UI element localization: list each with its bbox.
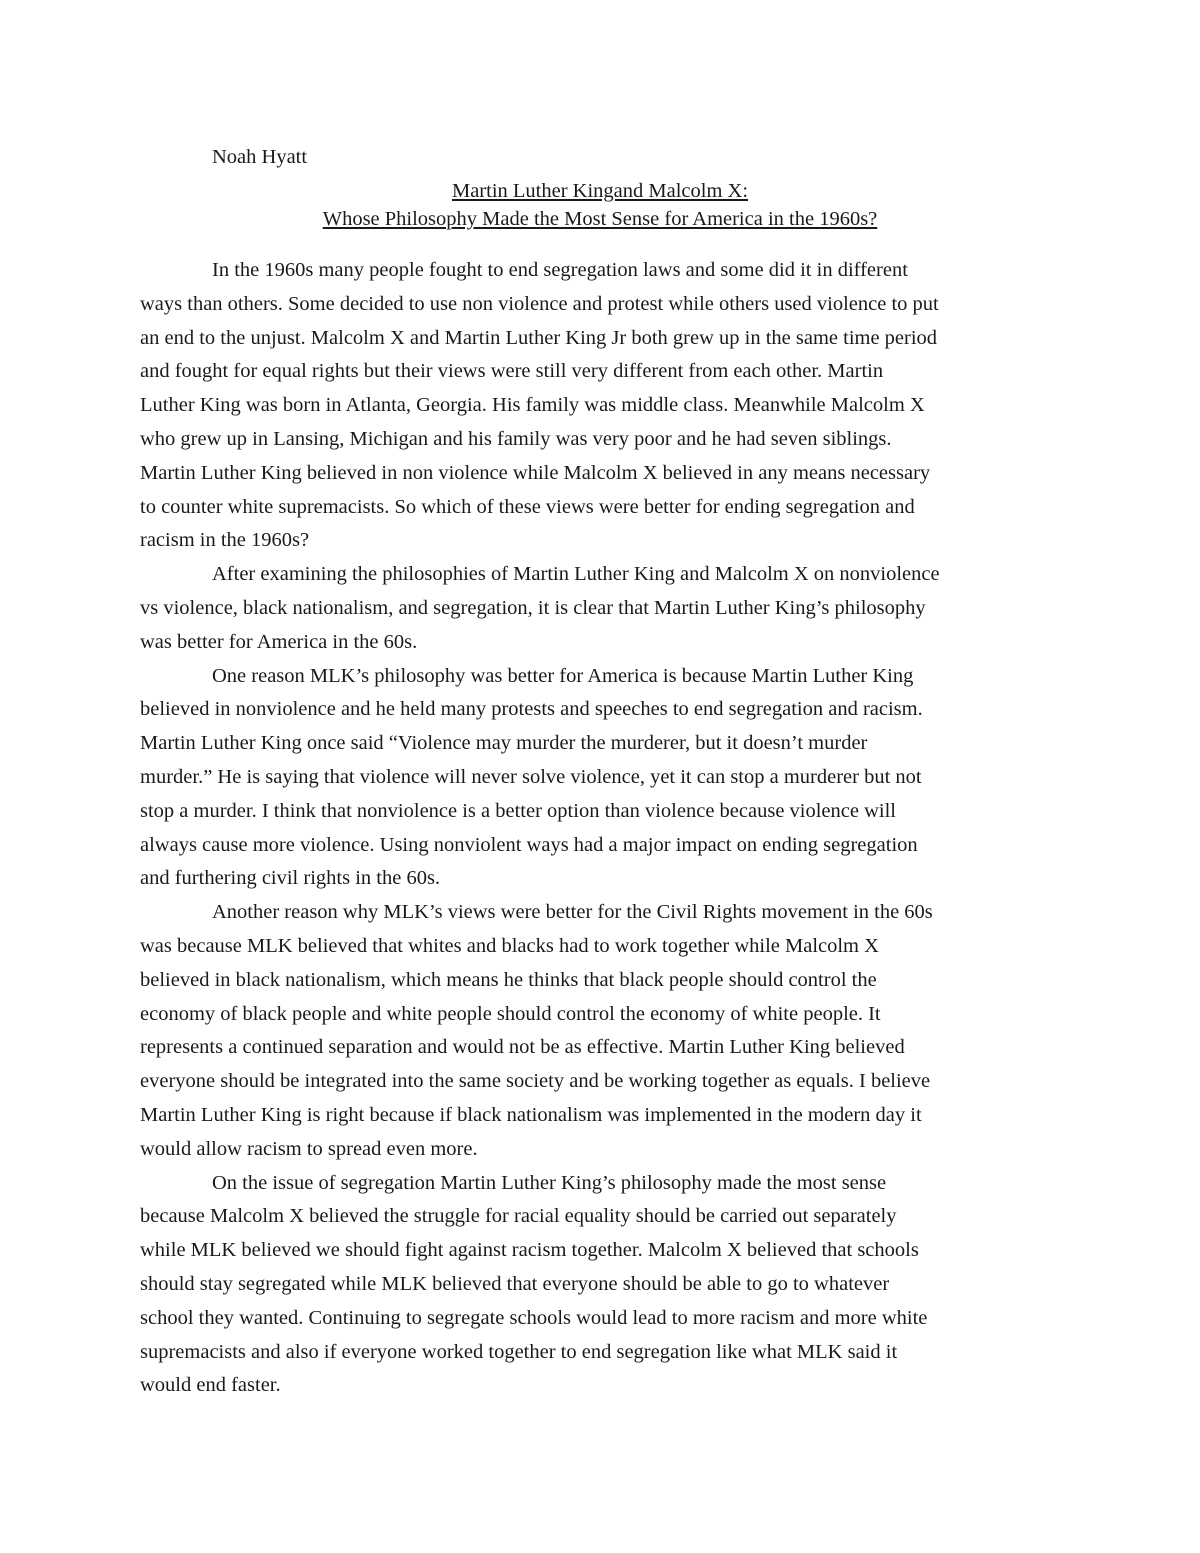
paragraph-line: would allow racism to spread even more.	[140, 1137, 478, 1160]
paragraph-line: while MLK believed we should fight against racism together. Malcolm X believed that schools	[140, 1239, 919, 1262]
paragraph-line: Another reason why MLK’s views were better for the Civil Rights movement in the 60s	[212, 901, 933, 924]
paragraph-line: In the 1960s many people fought to end segregation laws and some did it in different	[212, 259, 908, 281]
paragraph-line: an end to the unjust. Malcolm X and Martin Luther King Jr both grew up in the same time period	[140, 326, 938, 349]
paragraph-line: and furthering civil rights in the 60s.	[140, 867, 441, 890]
paragraph-line: supremacists and also if everyone worked together to end segregation like what MLK said it	[140, 1340, 898, 1363]
paragraph-line: Martin Luther King is right because if black nationalism was implemented in the modern day it	[140, 1103, 922, 1126]
title-line-1: Martin Luther Kingand Malcolm X:	[451, 180, 749, 202]
paragraph-line: school they wanted. Continuing to segregate schools would lead to more racism and more white	[140, 1306, 928, 1329]
paragraph-line: One reason MLK’s philosophy was better for America is because Martin Luther King	[212, 664, 914, 687]
paragraph-line: After examining the philosophies of Martin Luther King and Malcolm X on nonviolence	[212, 563, 940, 586]
paragraph-line: racism in the 1960s?	[140, 529, 310, 552]
paragraph-line: everyone should be integrated into the same society and be working together as equals. I believe	[140, 1070, 931, 1093]
author-name: Noah Hyatt	[212, 146, 308, 168]
paragraph-line: murder.” He is saying that violence will never solve violence, yet it can stop a murderer but not	[140, 765, 922, 788]
essay-body	[140, 254, 1072, 1403]
paragraph-line: Martin Luther King once said “Violence may murder the murderer, but it doesn’t murder	[140, 732, 868, 755]
paragraph-line: should stay segregated while MLK believed that everyone should be able to go to whatever	[140, 1272, 890, 1295]
paragraph-line: Martin Luther King believed in non violence while Malcolm X believed in any means necessary	[140, 461, 931, 484]
paragraph-line: would end faster.	[140, 1374, 281, 1397]
paragraph-line: represents a continued separation and would not be as effective. Martin Luther King believed	[140, 1036, 905, 1059]
paragraph-line: because Malcolm X believed the struggle for racial equality should be carried out separately	[140, 1205, 897, 1228]
paragraph-line: stop a murder. I think that nonviolence is a better option than violence because violence will	[140, 799, 896, 822]
paragraph-line: was better for America in the 60s.	[140, 630, 418, 653]
paragraph-line: was because MLK believed that whites and blacks had to work together while Malcolm X	[140, 934, 879, 957]
paragraph-line: always cause more violence. Using nonviolent ways had a major impact on ending segregation	[140, 833, 918, 856]
paragraph-line: vs violence, black nationalism, and segregation, it is clear that Martin Luther King’s philosophy	[140, 596, 926, 619]
paragraph-line: who grew up in Lansing, Michigan and his family was very poor and he had seven siblings.	[140, 427, 892, 450]
paragraph-line: to counter white supremacists. So which of these views were better for ending segregation and	[140, 495, 915, 518]
paragraph-line: believed in nonviolence and he held many protests and speeches to end segregation and racism.	[140, 698, 923, 721]
paragraph-line: Luther King was born in Atlanta, Georgia. His family was middle class. Meanwhile Malcolm X	[140, 394, 925, 417]
paragraph-line: ways than others. Some decided to use non violence and protest while others used violence to put	[140, 292, 939, 315]
title-line-2: Whose Philosophy Made the Most Sense for America in the 1960s?	[322, 208, 878, 230]
paragraph-line: On the issue of segregation Martin Luther King’s philosophy made the most sense	[212, 1171, 887, 1194]
paragraph-line: economy of black people and white people should control the economy of white people. It	[140, 1002, 881, 1025]
paragraph-line: and fought for equal rights but their views were still very different from each other. Martin	[140, 360, 884, 383]
paragraph-line: believed in black nationalism, which means he thinks that black people should control the	[140, 968, 877, 991]
